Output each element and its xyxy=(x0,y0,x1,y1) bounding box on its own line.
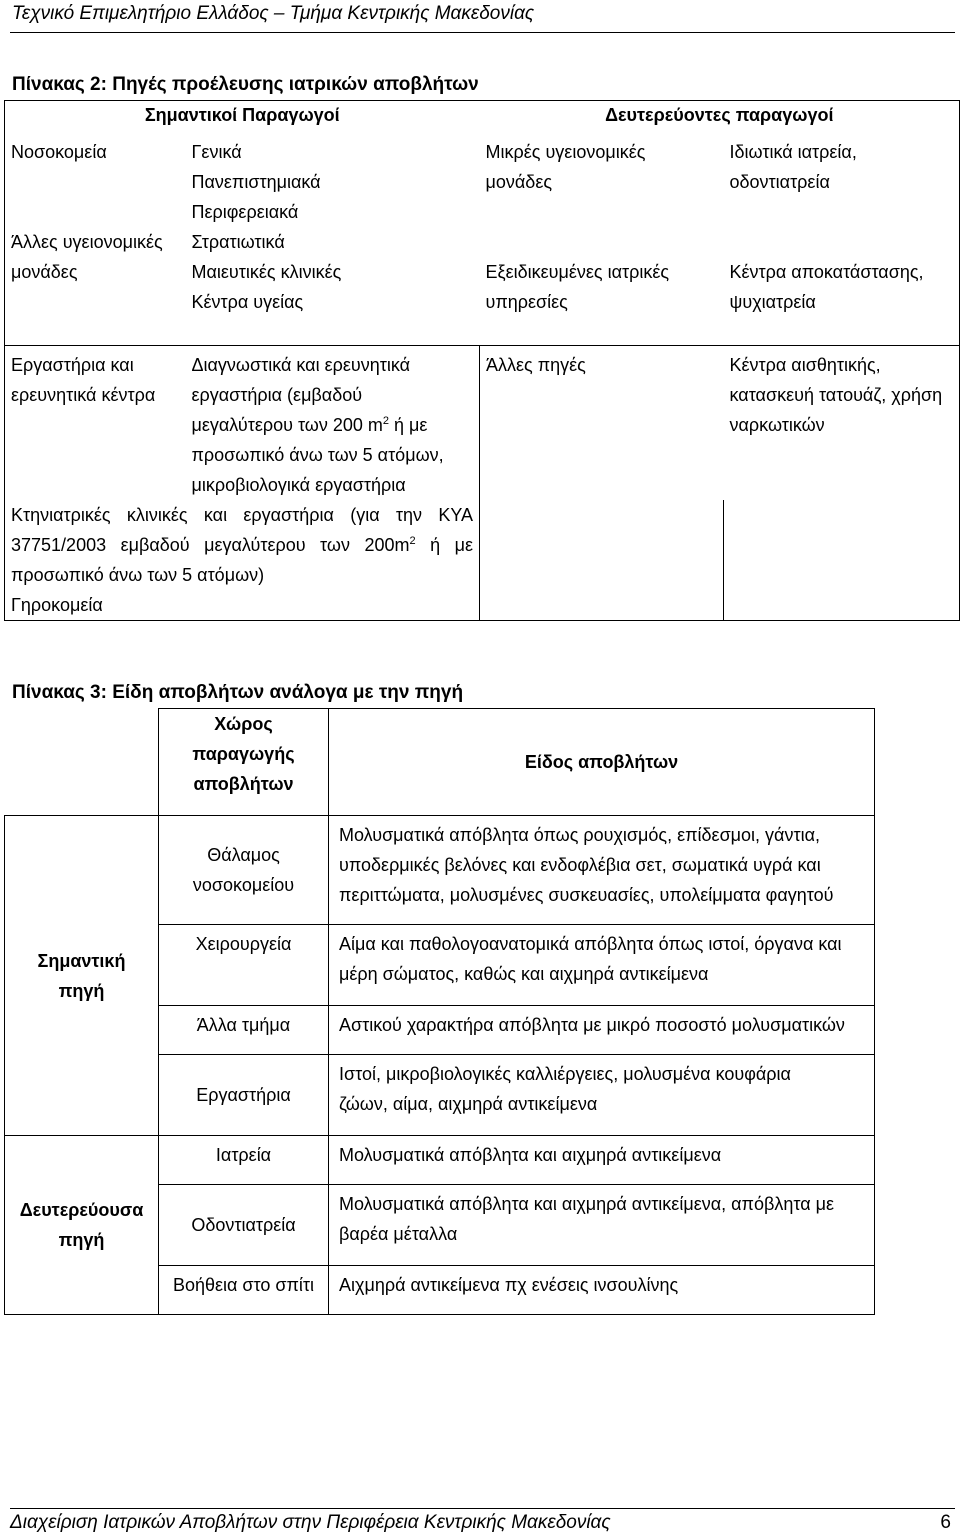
other-units-line1: Άλλες υγειονομικές xyxy=(11,232,163,252)
type-dental-line1: Μολυσματικά απόβλητα και αιχμηρά αντικείμενα, απόβλητα με xyxy=(339,1194,834,1214)
header-primary-producers: Σημαντικοί Παραγωγοί xyxy=(5,101,480,130)
hospital-type-regional: Περιφερειακά xyxy=(191,202,299,222)
area-surgery: Χειρουργεία xyxy=(159,925,329,1006)
header-area-line2: παραγωγής xyxy=(192,744,295,764)
hospital-type-university: Πανεπιστημιακά xyxy=(191,172,321,192)
aesthetic-line1: Κέντρα αισθητικής, xyxy=(729,355,881,375)
area-ward xyxy=(159,816,329,925)
private-line1: Ιδιωτικά ιατρεία, xyxy=(729,142,857,162)
table3-caption: Πίνακας 3: Είδη αποβλήτων ανάλογα με την πηγή xyxy=(12,682,464,703)
vet-text-b: ή με προσωπικό άνω των 5 ατόμων) xyxy=(11,535,474,585)
sources-table xyxy=(4,100,960,621)
hospital-type-military: Στρατιωτικά xyxy=(191,232,285,252)
hospitals-label: Νοσοκομεία xyxy=(11,142,107,162)
cell-diagnostic-labs xyxy=(186,346,480,501)
area-clinics: Ιατρεία xyxy=(159,1136,329,1185)
cell-elderly-homes: Γηροκομεία xyxy=(5,590,480,621)
vet-sup: 2 xyxy=(409,535,416,547)
area-dental: Οδοντιατρεία xyxy=(159,1185,329,1266)
specialized-line1: Εξειδικευμένες ιατρικές xyxy=(485,262,670,282)
type-home-care: Αιχμηρά αντικείμενα πχ ενέσεις ινσουλίνης xyxy=(329,1266,875,1315)
area-other-dept: Άλλα τμήμα xyxy=(159,1006,329,1055)
vet-text-a: Κτηνιατρικές κλινικές και εργαστήρια (για την ΚΥΑ 37751/2003 εμβαδού μεγαλύτερου των 200m xyxy=(11,505,474,555)
table3-header-row xyxy=(5,709,875,816)
diag-line3 xyxy=(192,410,474,440)
footer-text: Διαχείριση Ιατρικών Αποβλήτων στην Περιφέρεια Κεντρικής Μακεδονίας xyxy=(10,1512,611,1533)
small-units-line1: Μικρές υγειονομικές xyxy=(485,142,646,162)
rehab-line1: Κέντρα αποκατάστασης, xyxy=(729,262,924,282)
cell-labs xyxy=(5,346,186,501)
specialized-line2: υπηρεσίες xyxy=(485,292,568,312)
group-major-line2: πηγή xyxy=(58,980,105,1001)
cell-private-clinics xyxy=(724,129,960,346)
diag-line4: προσωπικό άνω των 5 ατόμων, xyxy=(191,445,444,465)
cell-vet-clinics xyxy=(5,500,480,590)
table3-row-ward xyxy=(5,816,875,925)
other-sources-label: Άλλες πηγές xyxy=(486,355,586,375)
rehab-line2: ψυχιατρεία xyxy=(729,292,816,312)
type-ward-line1: Μολυσματικά απόβλητα όπως ρουχισμός, επίδεσμοι, γάντια, xyxy=(339,825,820,845)
table2-row-labs xyxy=(5,346,960,501)
header-area xyxy=(159,709,329,816)
page-number: 6 xyxy=(940,1512,951,1533)
table2-row-hospitals xyxy=(5,129,960,346)
type-labs-line2: ζώων, αίμα, αιχμηρά αντικείμενα xyxy=(339,1094,598,1114)
maternity-line2: Κέντρα υγείας xyxy=(191,292,304,312)
type-dental xyxy=(329,1185,875,1266)
type-labs xyxy=(329,1055,875,1136)
cell-aesthetic xyxy=(724,346,960,501)
page-footer xyxy=(10,1508,955,1535)
cell-small-units xyxy=(480,129,724,346)
cell-other-sources xyxy=(480,346,724,621)
labs-line1: Εργαστήρια και xyxy=(11,355,134,375)
private-line2: οδοντιατρεία xyxy=(729,172,830,192)
aesthetic-line3: ναρκωτικών xyxy=(729,415,825,435)
header-area-line1: Χώρος xyxy=(214,714,273,734)
group-minor-line1: Δευτερεύουσα xyxy=(19,1200,144,1220)
area-home-care: Βοήθεια στο σπίτι xyxy=(159,1266,329,1315)
area-labs: Εργαστήρια xyxy=(159,1055,329,1136)
type-clinics: Μολυσματικά απόβλητα και αιχμηρά αντικείμενα xyxy=(329,1136,875,1185)
type-surgery xyxy=(329,925,875,1006)
area-ward-line2: νοσοκομείου xyxy=(192,875,295,895)
labs-line2: ερευνητικά κέντρα xyxy=(11,385,156,405)
type-other-dept: Αστικού χαρακτήρα απόβλητα με μικρό ποσοστό μολυσματικών xyxy=(329,1006,875,1055)
type-surgery-line1: Αίμα και παθολογοανατομικά απόβλητα όπως ιστοί, όργανα και xyxy=(339,934,842,954)
diag-line3-a: μεγαλύτερου των 200 m xyxy=(191,415,383,435)
diag-line1: Διαγνωστικά και ερευνητικά xyxy=(191,355,411,375)
table2-header-row xyxy=(5,101,960,130)
diag-sup: 2 xyxy=(382,415,390,427)
diag-line3-b: ή με xyxy=(389,415,428,435)
type-labs-line1: Ιστοί, μικροβιολογικές καλλιέργειες, μολυσμένα κουφάρια xyxy=(339,1064,791,1084)
page-header xyxy=(10,0,955,33)
other-units-line2: μονάδες xyxy=(11,262,78,282)
small-units-line2: μονάδες xyxy=(485,172,553,192)
cell-hospitals xyxy=(5,129,186,346)
area-ward-line1: Θάλαμος xyxy=(207,845,280,865)
cell-hospital-types xyxy=(186,129,480,346)
header-secondary-producers: Δευτερεύοντες παραγωγοί xyxy=(480,101,960,130)
group-major-line1: Σημαντική xyxy=(37,950,126,971)
type-ward-line3: περιττώματα, μολυσμένες συσκευασίες, υπολείμματα φαγητού xyxy=(339,885,834,905)
type-ward-line2: υποδερμικές βελόνες και ενδοφλέβια σετ, σωματικά υγρά και xyxy=(339,855,821,875)
group-minor-source xyxy=(5,1136,159,1315)
cell-empty-right xyxy=(724,500,960,621)
type-surgery-line2: μέρη σώματος, καθώς και αιχμηρά αντικείμενα xyxy=(339,964,709,984)
type-ward xyxy=(329,816,875,925)
group-minor-line2: πηγή xyxy=(58,1230,105,1250)
table3-row-clinics xyxy=(5,1136,875,1185)
waste-types-table xyxy=(4,708,875,1315)
group-major-source xyxy=(5,816,159,1136)
diag-line2: εργαστήρια (εμβαδού xyxy=(191,385,363,405)
header-text: Τεχνικό Επιμελητήριο Ελλάδος – Τμήμα Κεντρικής Μακεδονίας xyxy=(12,3,535,24)
header-waste-type: Είδος αποβλήτων xyxy=(329,709,875,816)
aesthetic-line2: κατασκευή τατουάζ, χρήση xyxy=(729,385,943,405)
header-area-line3: αποβλήτων xyxy=(193,774,294,794)
diag-line5: μικροβιολογικά εργαστήρια xyxy=(191,475,406,495)
table2-caption: Πίνακας 2: Πηγές προέλευσης ιατρικών αποβλήτων xyxy=(12,74,479,95)
maternity-line1: Μαιευτικές κλινικές xyxy=(191,262,342,282)
hospital-type-general: Γενικά xyxy=(191,142,242,162)
header-empty-cell xyxy=(5,709,159,816)
type-dental-line2: βαρέα μέταλλα xyxy=(339,1224,458,1244)
